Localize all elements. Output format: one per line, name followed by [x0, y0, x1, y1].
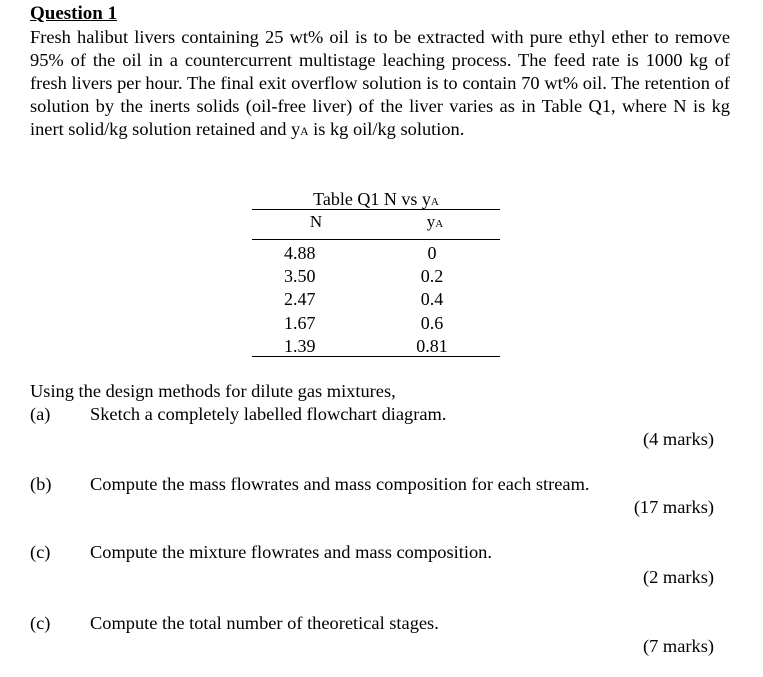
part-d-marks: (7 marks)	[643, 636, 714, 656]
part-text: Compute the total number of theoretical stages.	[90, 613, 439, 633]
column-header-ya-subscript: A	[435, 218, 444, 230]
cell-n: 4.88	[284, 243, 316, 263]
table-row	[252, 242, 500, 265]
intro-text-end: is kg oil/kg solution.	[308, 119, 465, 139]
cell-ya: 0.2	[420, 266, 444, 287]
column-header-ya	[410, 211, 460, 235]
table-row	[252, 335, 500, 358]
table-header-rule	[252, 239, 500, 240]
intro-subscript: A	[300, 126, 309, 138]
cell-n: 2.47	[284, 289, 316, 310]
part-label: (a)	[30, 404, 51, 424]
cell-ya: 0.6	[420, 312, 444, 333]
table-row	[252, 288, 500, 311]
cell-ya: 0.81	[416, 335, 448, 356]
table-body	[252, 242, 500, 358]
part-label: (c)	[30, 613, 51, 633]
cell-ya: 0	[427, 243, 437, 263]
part-label: (c)	[30, 542, 51, 562]
table-caption-subscript: A	[430, 196, 439, 208]
question-intro	[30, 26, 730, 144]
table-top-rule	[252, 209, 500, 210]
cell-n: 1.39	[284, 335, 316, 356]
table-caption-text: Table Q1 N vs y	[313, 189, 431, 209]
table-row	[252, 265, 500, 288]
part-c-marks: (2 marks)	[643, 567, 714, 587]
intro-text: Fresh halibut livers containing 25 wt% oil is to be extracted with pure ethyl ether to remove 95% of the oil in a countercurrent multistage leaching process. The feed rate is 1000 kg of fresh livers per hour. The final exit overflow solution is to contain 70 wt% oil. The retention of solution by the inerts solids (oil-free liver) of the liver varies as in Table Q1, where N is kg inert solid/kg solution retained and y	[30, 27, 730, 139]
cell-n: 3.50	[284, 266, 316, 287]
table-row	[252, 312, 500, 335]
instructions: Using the design methods for dilute gas mixtures,	[30, 381, 396, 401]
column-header-ya-text: y	[426, 212, 436, 231]
part-b-marks: (17 marks)	[633, 497, 714, 517]
cell-ya: 0.4	[420, 289, 444, 310]
part-text: Compute the mass flowrates and mass composition for each stream.	[90, 474, 590, 494]
column-header-n: N	[309, 212, 323, 231]
cell-n: 1.67	[284, 312, 316, 333]
part-text: Sketch a completely labelled flowchart diagram.	[90, 404, 447, 424]
part-text: Compute the mixture flowrates and mass composition.	[90, 542, 492, 562]
table-bottom-rule	[252, 356, 500, 357]
part-label: (b)	[30, 474, 52, 494]
part-a-marks: (4 marks)	[643, 429, 714, 449]
question-heading: Question 1	[30, 3, 118, 24]
